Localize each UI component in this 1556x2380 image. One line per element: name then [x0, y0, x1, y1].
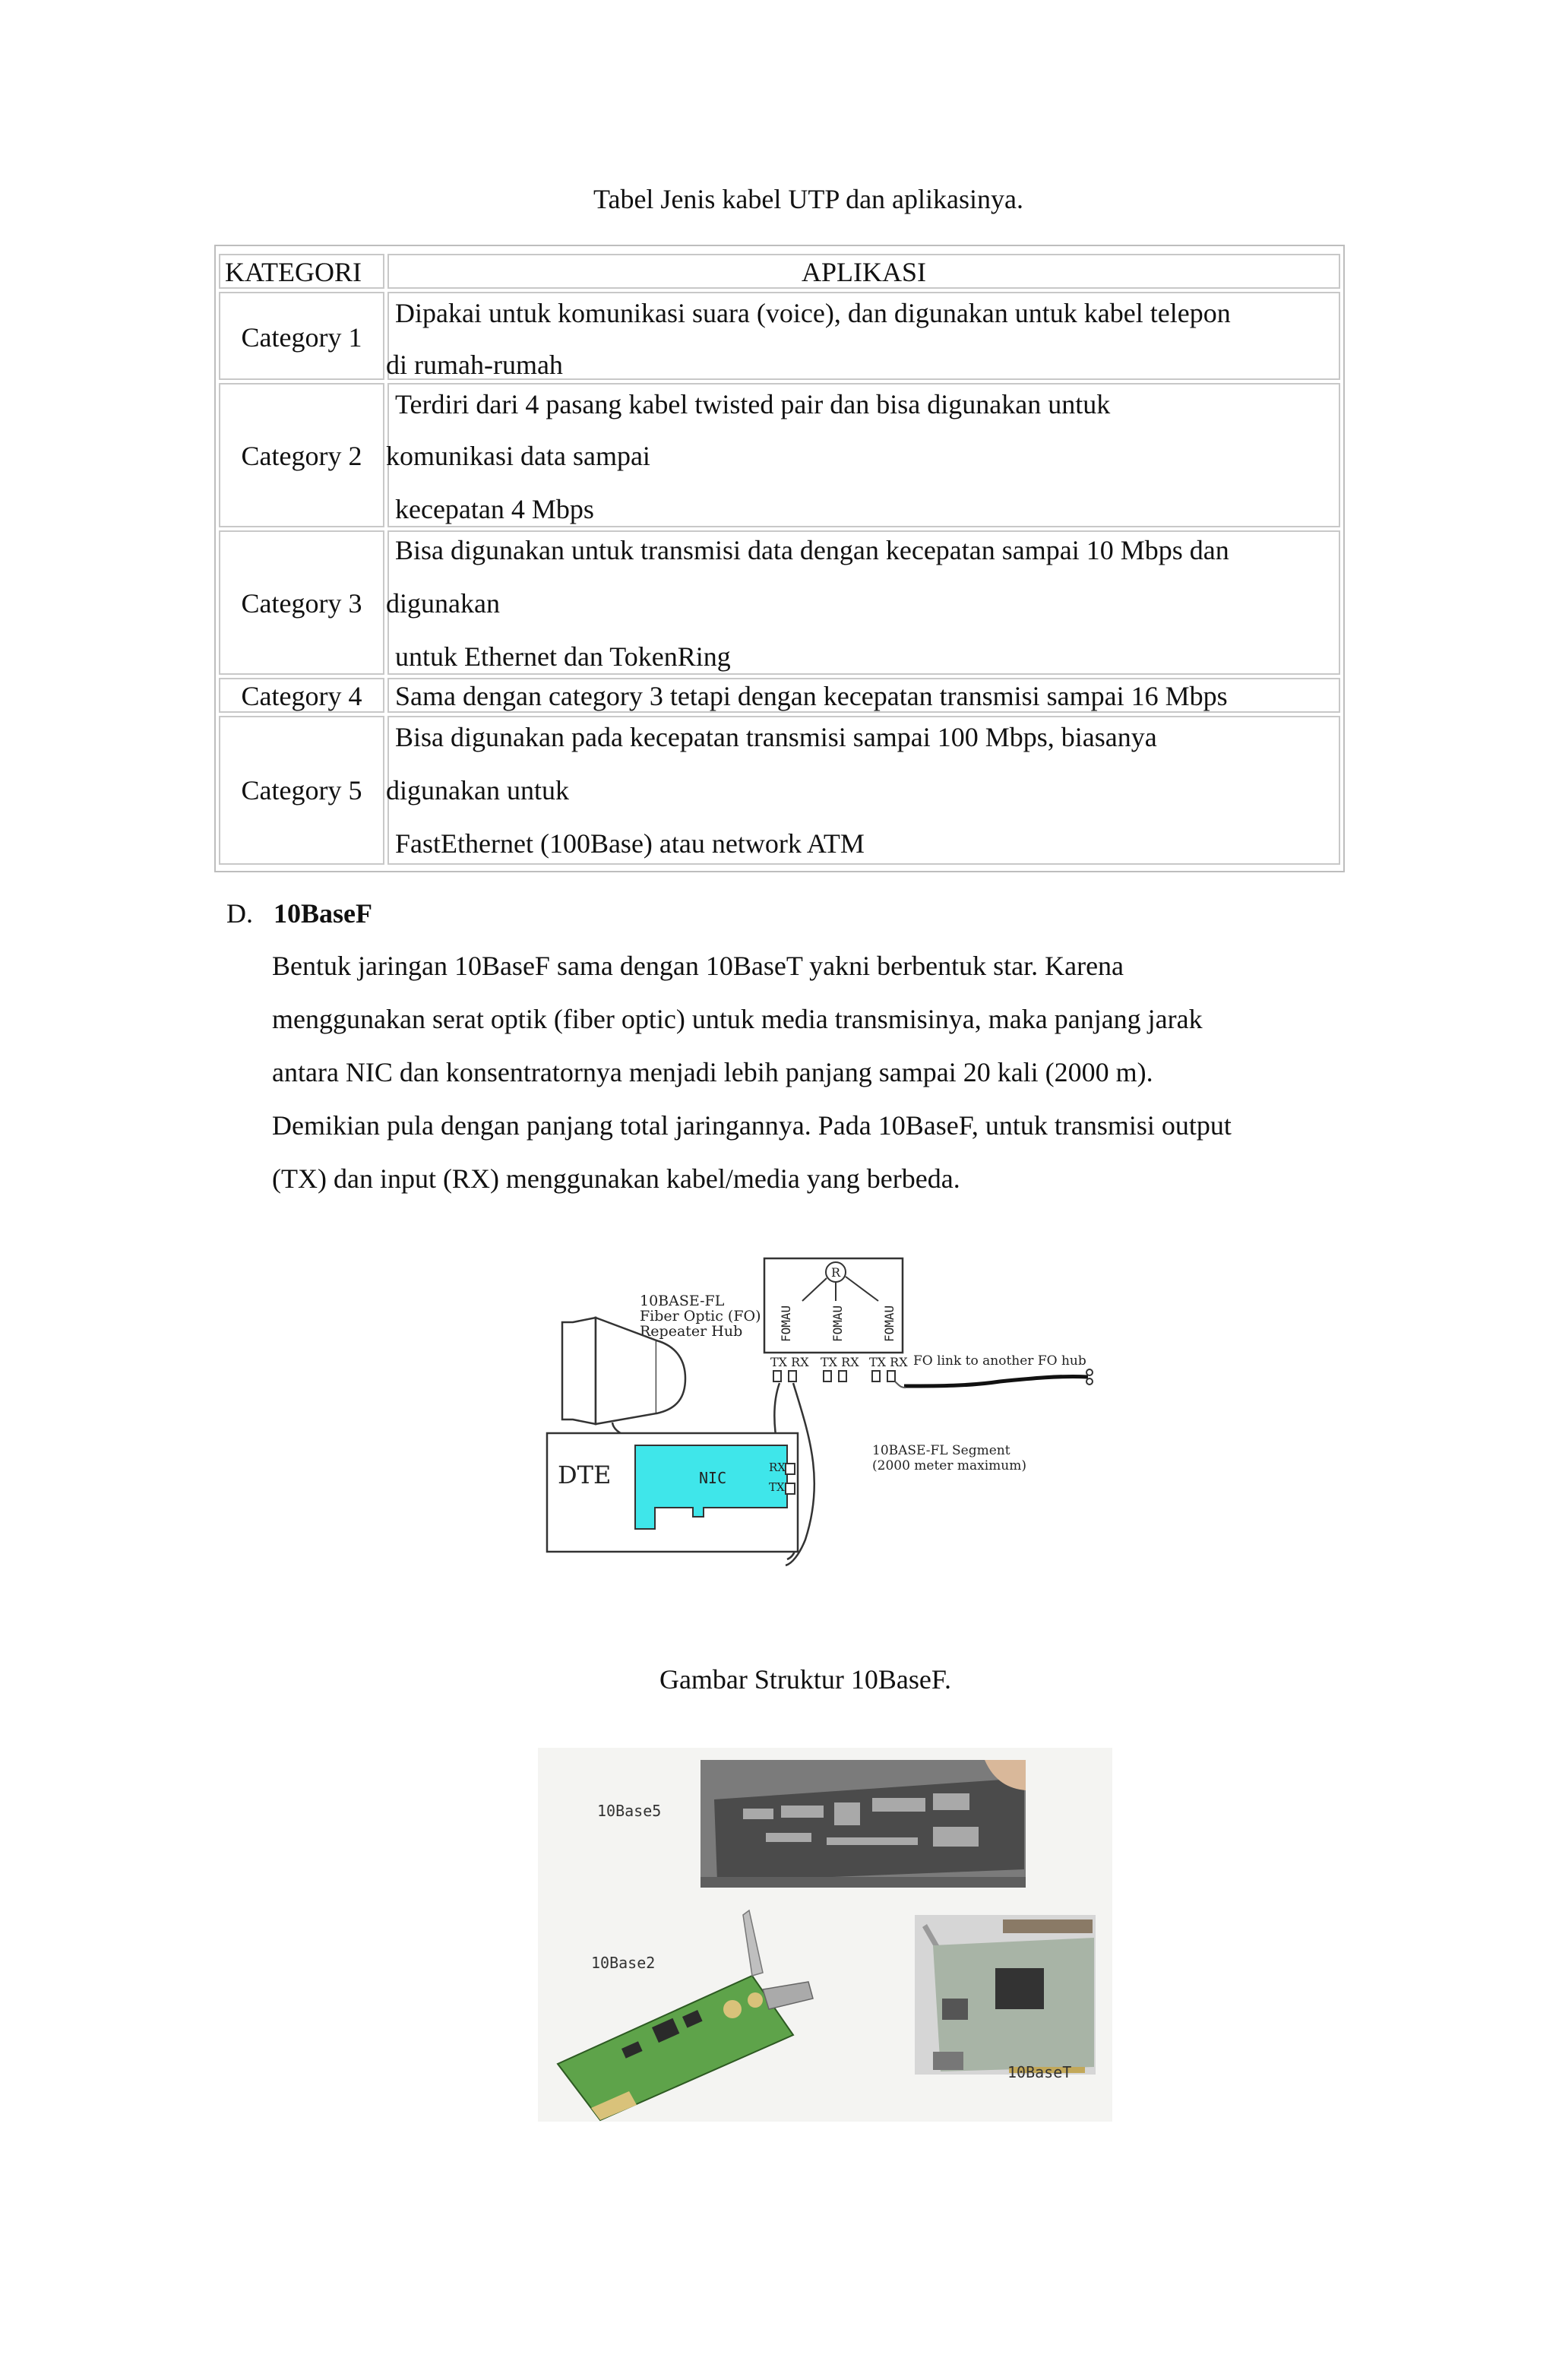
table-cell-aplikasi-2: Terdiri dari 4 pasang kabel twisted pair dan bisa digunakan untuk komunikasi data sampai kecepatan 4 Mbps	[387, 383, 1340, 527]
section-title: 10BaseF	[274, 898, 372, 929]
paragraph-line: Bentuk jaringan 10BaseF sama dengan 10BaseT yakni berbentuk star. Karena	[272, 951, 1124, 981]
dte-label: DTE	[558, 1461, 612, 1489]
hub-label-line: 10BASE-FL	[640, 1293, 725, 1309]
port-label: TX RX	[770, 1355, 809, 1369]
rx-label: RX	[769, 1461, 786, 1474]
fo-repeater-hub	[764, 1258, 908, 1381]
table-caption: Tabel Jenis kabel UTP dan aplikasinya.	[593, 184, 1023, 214]
fo-link-cable	[904, 1376, 1088, 1386]
figure-10basef-diagram	[544, 1251, 1106, 1608]
paragraph-line: Demikian pula dengan panjang total jaringannya. Pada 10BaseF, untuk transmisi output	[272, 1110, 1232, 1141]
label-10base2: 10Base2	[591, 1954, 656, 1972]
section-heading	[226, 897, 372, 930]
utp-cable-table	[214, 245, 1345, 872]
table-header-kategori: KATEGORI	[219, 254, 384, 289]
table-row-category-1: Category 1	[219, 292, 384, 380]
paragraph-line: menggunakan serat optik (fiber optic) untuk media transmisinya, maka panjang jarak	[272, 1004, 1203, 1034]
card-photo-10base2	[558, 1910, 813, 2120]
fomau-label: FOMAU	[882, 1305, 897, 1342]
table-cell-aplikasi-3: Bisa digunakan untuk transmisi data dengan kecepatan sampai 10 Mbps dan digunakan untuk Ethernet dan TokenRing	[387, 530, 1340, 675]
fo-link-label: FO link to another FO hub	[913, 1353, 1086, 1369]
segment-label-line: 10BASE-FL Segment	[872, 1443, 1010, 1458]
section-number: D.	[226, 898, 253, 929]
label-10baset: 10BaseT	[1007, 2063, 1072, 2081]
card-photo-10base5	[701, 1760, 1026, 1888]
hub-label-line: Repeater Hub	[640, 1323, 743, 1340]
label-10base5: 10Base5	[597, 1802, 662, 1820]
table-row-category-4: Category 4	[219, 678, 384, 713]
figure-ethernet-cards	[538, 1748, 1112, 2122]
repeater-symbol: R	[830, 1265, 841, 1280]
paragraph-line: antara NIC dan konsentratornya menjadi lebih panjang sampai 20 kali (2000 m).	[272, 1057, 1153, 1087]
hub-label-line: Fiber Optic (FO)	[640, 1308, 761, 1325]
fomau-label: FOMAU	[779, 1305, 793, 1342]
table-header-aplikasi: APLIKASI	[387, 254, 1340, 289]
table-row-category-3: Category 3	[219, 530, 384, 675]
table-row-category-5: Category 5	[219, 716, 384, 865]
card-photo-10baset	[915, 1915, 1096, 2075]
dte-computer	[547, 1433, 798, 1552]
table-cell-aplikasi-5: Bisa digunakan pada kecepatan transmisi sampai 100 Mbps, biasanya digunakan untuk FastEthernet (100Base) atau network ATM	[387, 716, 1340, 865]
port-label: TX RX	[869, 1355, 908, 1369]
section-paragraph	[272, 939, 1232, 1205]
table-cell-aplikasi-4: Sama dengan category 3 tetapi dengan kecepatan transmisi sampai 16 Mbps	[387, 678, 1340, 713]
figure-caption: Gambar Struktur 10BaseF.	[659, 1664, 952, 1695]
paragraph-line: (TX) dan input (RX) menggunakan kabel/media yang berbeda.	[272, 1163, 960, 1194]
port-label: TX RX	[821, 1355, 859, 1369]
table-row-category-2: Category 2	[219, 383, 384, 527]
tx-label: TX	[769, 1480, 785, 1494]
table-cell-aplikasi-1: Dipakai untuk komunikasi suara (voice), dan digunakan untuk kabel telepon di rumah-rumah	[387, 292, 1340, 380]
fomau-label: FOMAU	[830, 1305, 845, 1342]
segment-label-line: (2000 meter maximum)	[872, 1458, 1027, 1473]
nic-label: NIC	[699, 1469, 727, 1487]
